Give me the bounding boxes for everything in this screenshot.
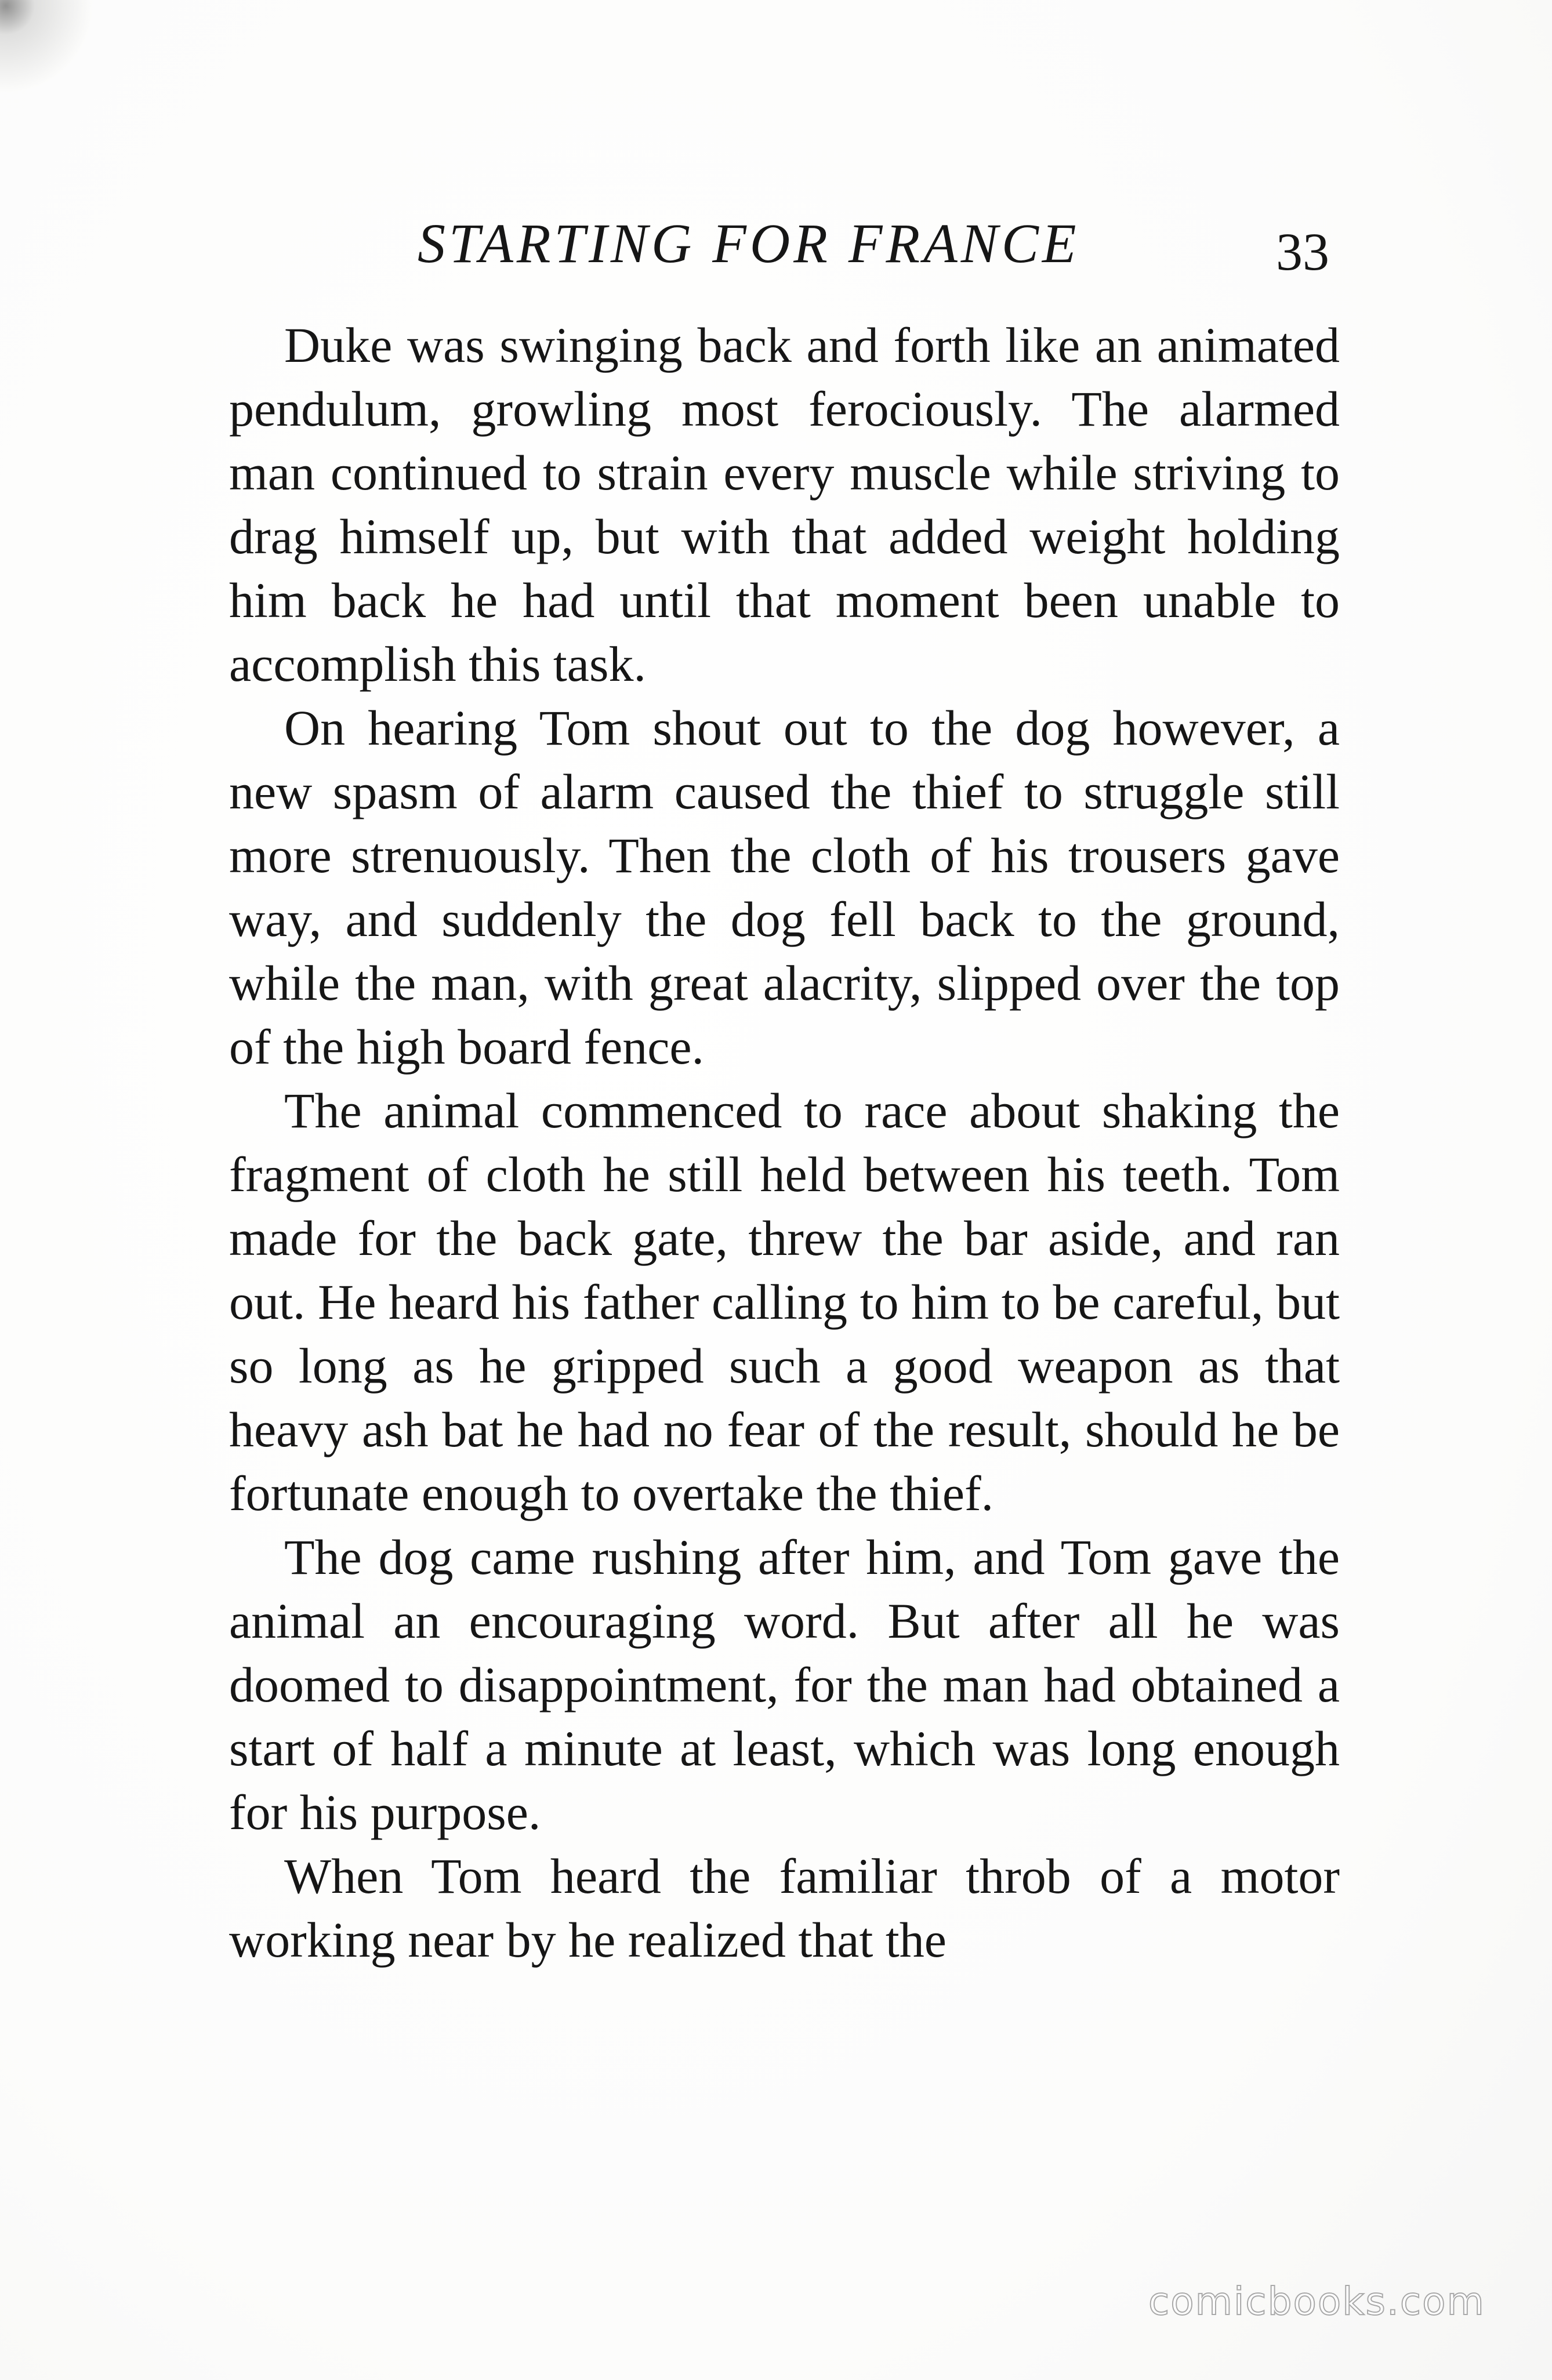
page-header [418, 209, 1346, 281]
scan-speckle [0, 0, 104, 116]
paragraph: The dog came rushing after him, and Tom gave the animal an encouraging word. But after all he was doomed to disappointment, for the man had obtained a start of half a minute at least, which was long enough for his purpose. [229, 1529, 1340, 1840]
body-text [229, 313, 1340, 1972]
paragraph: The animal commenced to race about shaking the fragment of cloth he still held between his teeth. Tom made for the back gate, threw the bar aside, and ran out. He heard his father calling to him to be careful, but so long as he gripped such a good weapon as that heavy ash bat he had no fear of the result, should he be fortunate enough to overtake the thief. [229, 1083, 1340, 1521]
page-number: 33 [1276, 222, 1329, 281]
running-head: STARTING FOR FRANCE [418, 212, 1080, 274]
watermark: comicbooks.com [1148, 2279, 1485, 2324]
paragraph: On hearing Tom shout out to the dog however, a new spasm of alarm caused the thief to struggle still more strenuously. Then the cloth of his trousers gave way, and suddenly the dog fell back to the ground, while the man, with great alacrity, slipped over the top of the high board fence. [229, 700, 1340, 1075]
paragraph: When Tom heard the familiar throb of a motor working near by he realized that the [229, 1848, 1340, 1968]
paragraph: Duke was swinging back and forth like an animated pendulum, growling most ferociously. The alarmed man continued to strain every muscle while striving to drag himself up, but with that added weight holding him back he had until that moment been unable to accomplish this task. [229, 317, 1340, 692]
